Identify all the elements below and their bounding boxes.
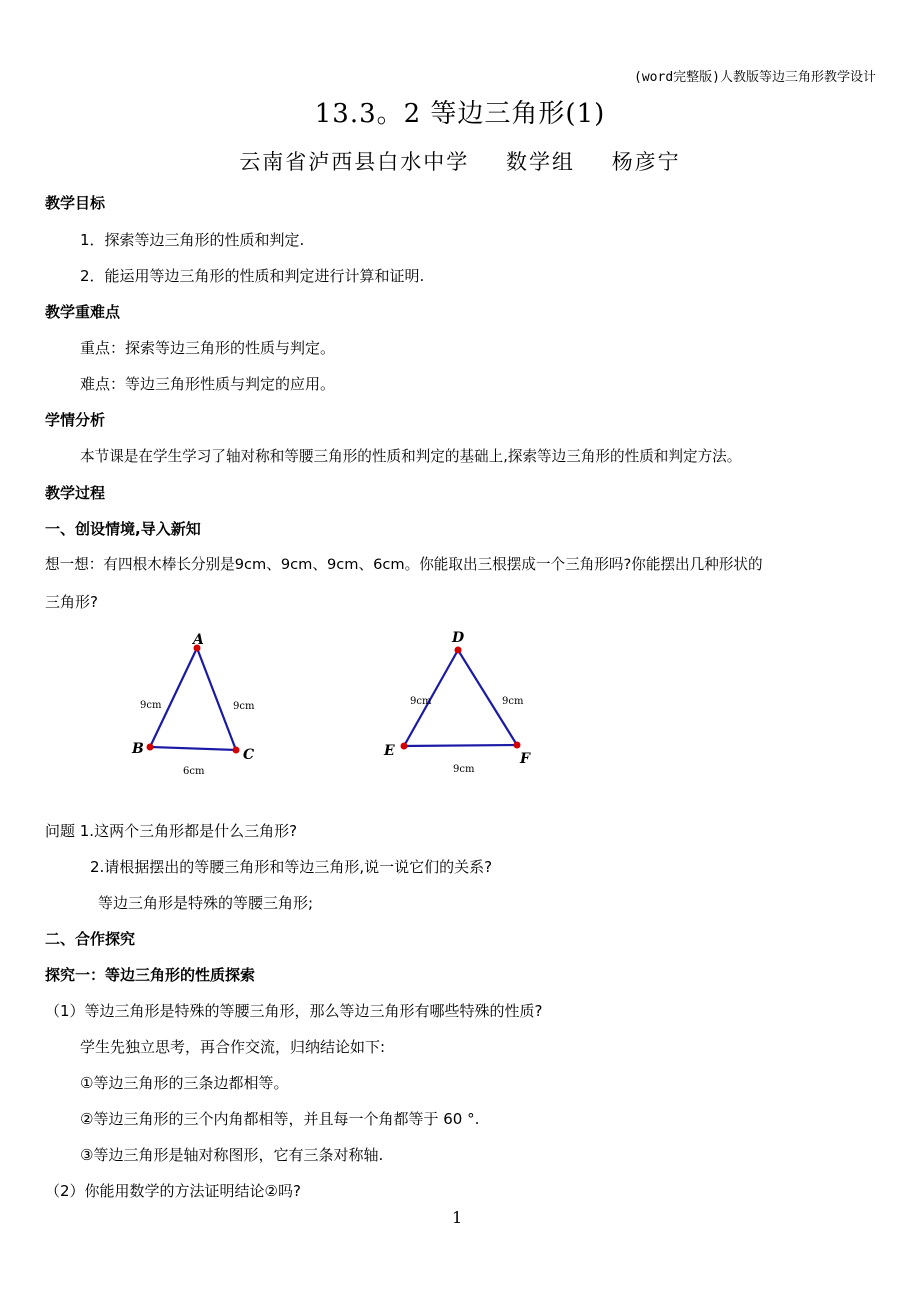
page-title: 13.3。2 等边三角形(1) bbox=[314, 99, 606, 129]
triangle-def bbox=[383, 630, 531, 775]
heading-part-1: 一、创设情境,导入新知 bbox=[45, 520, 201, 538]
side-bc-length: 6cm bbox=[183, 766, 205, 777]
analysis-text: 本节课是在学生学习了轴对称和等腰三角形的性质和判定的基础上,探索等边三角形的性质和判定方法。 bbox=[80, 448, 742, 465]
conclusion-1: ①等边三角形的三条边都相等。 bbox=[80, 1074, 289, 1092]
heading-analysis: 学情分析 bbox=[45, 411, 106, 429]
vertex-d bbox=[455, 647, 462, 654]
item-2: （2）你能用数学的方法证明结论②吗? bbox=[45, 1182, 301, 1200]
side-ef-length: 9cm bbox=[453, 764, 475, 775]
goal-1: 1．探索等边三角形的性质和判定. bbox=[80, 231, 305, 249]
goal-2: 2．能运用等边三角形的性质和判定进行计算和证明. bbox=[80, 267, 425, 285]
conclusion-2: ②等边三角形的三个内角都相等，并且每一个角都等于 60 °. bbox=[80, 1110, 480, 1128]
heading-goals: 教学目标 bbox=[45, 194, 106, 212]
vertex-f bbox=[514, 742, 521, 749]
subtitle bbox=[0, 146, 920, 176]
page-number: 1 bbox=[452, 1208, 463, 1227]
item-1-intro: 学生先独立思考，再合作交流，归纳结论如下: bbox=[80, 1038, 386, 1056]
author-name: 杨彦宁 bbox=[611, 150, 681, 174]
label-e: E bbox=[384, 743, 395, 759]
key-point: 重点：探索等边三角形的性质与判定。 bbox=[80, 339, 336, 357]
difficult-point: 难点：等边三角形性质与判定的应用。 bbox=[80, 375, 336, 393]
label-f: F bbox=[520, 751, 530, 767]
side-ab-length: 9cm bbox=[140, 700, 162, 711]
school-name: 云南省泸西县白水中学 bbox=[239, 150, 470, 174]
vertex-e bbox=[401, 743, 408, 750]
heading-part-2: 二、合作探究 bbox=[45, 930, 136, 948]
heading-process: 教学过程 bbox=[45, 484, 106, 502]
label-b: B bbox=[132, 741, 144, 757]
label-a: A bbox=[193, 632, 204, 648]
triangle-abc bbox=[131, 632, 255, 777]
header-note: (word完整版)人教版等边三角形教学设计 bbox=[634, 70, 876, 85]
question-answer: 等边三角形是特殊的等腰三角形; bbox=[98, 894, 314, 912]
side-ac-length: 9cm bbox=[233, 701, 255, 712]
side-df-length: 9cm bbox=[502, 696, 524, 707]
triangles-figure bbox=[120, 625, 560, 790]
heading-key-points: 教学重难点 bbox=[45, 303, 121, 321]
vertex-b bbox=[147, 744, 154, 751]
label-d: D bbox=[452, 630, 465, 646]
think-line-2: 三角形? bbox=[45, 593, 98, 611]
conclusion-3: ③等边三角形是轴对称图形，它有三条对称轴. bbox=[80, 1146, 384, 1164]
side-de-length: 9cm bbox=[410, 696, 432, 707]
item-1: （1）等边三角形是特殊的等腰三角形，那么等边三角形有哪些特殊的性质? bbox=[45, 1002, 543, 1020]
vertex-c bbox=[233, 747, 240, 754]
group-name: 数学组 bbox=[506, 150, 575, 174]
think-line-1: 想一想：有四根木棒长分别是9cm、9cm、9cm、6cm。你能取出三根摆成一个三角形吗?你能摆出几种形状的 bbox=[45, 556, 763, 573]
triangle-abc-outline bbox=[150, 648, 236, 750]
heading-explore-1: 探究一：等边三角形的性质探索 bbox=[45, 966, 256, 984]
label-c: C bbox=[243, 747, 255, 763]
question-1: 问题 1.这两个三角形都是什么三角形? bbox=[45, 822, 298, 840]
question-2: 2.请根据摆出的等腰三角形和等边三角形,说一说它们的关系? bbox=[90, 858, 493, 876]
